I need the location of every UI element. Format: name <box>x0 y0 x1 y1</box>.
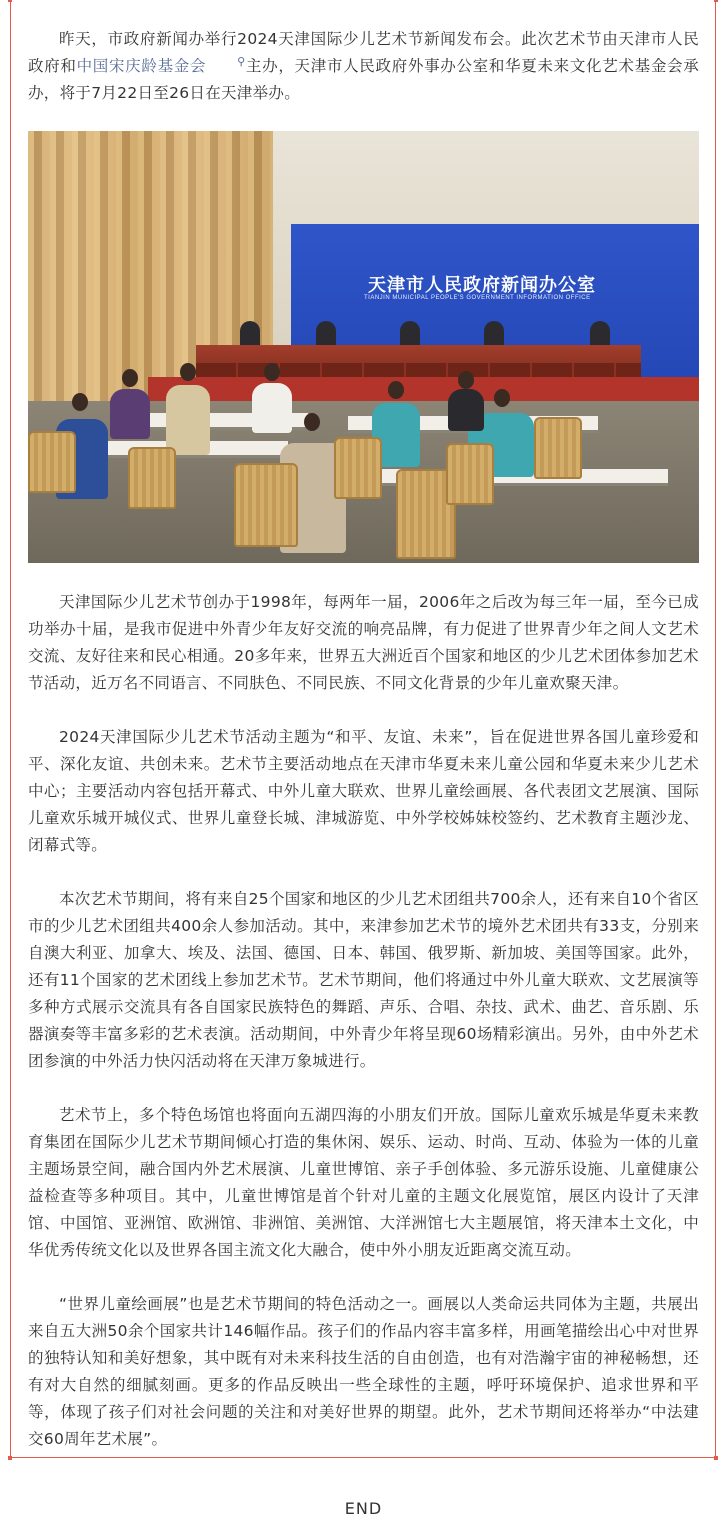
photo-screen-subtitle: TIANJIN MUNICIPAL PEOPLE'S GOVERNMENT INFORMATION OFFICE <box>364 295 591 301</box>
paragraph-history: 天津国际少儿艺术节创办于1998年，每两年一届，2006年之后改为每三年一届，至今已成功举办十届，是我市促进中外青少年友好交流的响亮品牌，有力促进了世界青少年之间人文艺术交流、友好往来和民心相通。20多年来，世界五大洲近百个国家和地区的少儿艺术团体参加艺术节活动，近万名不同语言、不同肤色、不同民族、不同文化背景的少年儿童欢聚天津。 <box>28 593 699 692</box>
press-conference-photo <box>28 131 699 563</box>
photo-audience <box>166 385 210 455</box>
photo-speaker <box>590 321 610 347</box>
paragraph-participants: 本次艺术节期间，将有来自25个国家和地区的少儿艺术团组共700余人，还有来自10个省区市的少儿艺术团组共400余人参加活动。其中，来津参加艺术节的境外艺术团共有33支，分别来自澳大利亚、加拿大、埃及、法国、德国、日本、韩国、俄罗斯、新加坡、美国等国家。此外，还有11个国家的艺术团线上参加艺术节。艺术节期间，他们将通过中外儿童大联欢、文艺展演等多种方式展示交流具有各自国家民族特色的舞蹈、声乐、合唱、杂技、武术、曲艺、音乐剧、乐器演奏等丰富多彩的艺术表演。活动期间，中外青少年将呈现60场精彩演出。另外，由中外艺术团参演的中外活力快闪活动将在天津万象城进行。 <box>28 890 699 1070</box>
frame-corner <box>714 1456 718 1460</box>
photo-speaker <box>240 321 260 347</box>
paragraph-painting-exhibition: “世界儿童绘画展”也是艺术节期间的特色活动之一。画展以人类命运共同体为主题，共展出来自五大洲50余个国家共计146幅作品。孩子们的作品内容丰富多样，用画笔描绘出心中对世界的独特认知和美好想象，其中既有对未来科技生活的自由创造，也有对浩瀚宇宙的神秘畅想，还有对大自然的细腻刻画。更多的作品反映出一些全球性的主题，呼吁环境保护、追求世界和平等，体现了孩子们对社会问题的关注和对美好世界的期望。此外，艺术节期间还将举办“中法建交60周年艺术展”。 <box>28 1295 699 1448</box>
photo-audience <box>448 389 484 431</box>
intro-text-1: 昨天，市政府新闻办举行2024天津国际少儿艺术节新闻发布会。此次艺术节由天津市人民政府和 <box>28 30 699 75</box>
intro-text-2: 主办，天津市人民政府外事办公室和华夏未来文化艺术基金会承办，将于7月22日至26日在天津举办。 <box>28 57 700 102</box>
photo-chair <box>234 463 298 547</box>
photo-chair <box>446 443 494 505</box>
frame-corner <box>714 0 718 2</box>
photo-speaker <box>316 321 336 347</box>
photo-audience <box>252 383 292 433</box>
photo-chair <box>334 437 382 499</box>
photo-audience-head <box>494 389 510 407</box>
paragraph-venues: 艺术节上，多个特色场馆也将面向五湖四海的小朋友们开放。国际儿童欢乐城是华夏未来教育集团在国际少儿艺术节期间倾心打造的集休闲、娱乐、运动、时尚、互动、体验为一体的儿童主题场景空间，融合国内外艺术展演、儿童世博馆、亲子手创体验、多元游乐设施、儿童健康公益检查等多种项目。其中，儿童世博馆是首个针对儿童的主题文化展览馆，展区内设计了天津馆、中国馆、亚洲馆、欧洲馆、非洲馆、美洲馆、大洋洲馆七大主题展馆，将天津本土文化，中华优秀传统文化以及世界各国主流文化大融合，使中外小朋友近距离交流互动。 <box>28 1106 699 1259</box>
photo-audience-head <box>458 371 474 389</box>
photo-audience-head <box>122 369 138 387</box>
photo-chair <box>534 417 582 479</box>
intro-paragraph <box>28 26 699 107</box>
foundation-link[interactable]: 中国宋庆龄基金会 <box>76 57 207 75</box>
photo-speaker <box>400 321 420 347</box>
search-icon[interactable]: ⚲ <box>237 54 246 68</box>
photo-screen-title: 天津市人民政府新闻办公室 <box>368 275 596 296</box>
photo-audience-head <box>180 363 196 381</box>
photo-speaker <box>484 321 504 347</box>
photo-audience <box>110 389 150 439</box>
photo-chair <box>128 447 176 509</box>
photo-audience-head <box>72 393 88 411</box>
photo-audience-head <box>264 363 280 381</box>
article-body <box>28 26 699 1453</box>
end-label: END <box>344 1499 383 1518</box>
paragraph-theme: 2024天津国际少儿艺术节活动主题为“和平、友谊、未来”，旨在促进世界各国儿童珍爱和平、深化友谊、共创未来。艺术节主要活动地点在天津市华夏未来儿童公园和华夏未来少儿艺术中心；主要活动内容包括开幕式、中外儿童大联欢、世界儿童绘画展、各代表团文艺展演、国际儿童欢乐城开城仪式、世界儿童登长城、津城游览、中外学校姊妹校签约、艺术教育主题沙龙、闭幕式等。 <box>28 728 699 854</box>
photo-audience-head <box>388 381 404 399</box>
frame-corner <box>8 0 12 2</box>
photo-audience-head <box>304 413 320 431</box>
frame-corner <box>8 1456 12 1460</box>
photo-chair <box>28 431 76 493</box>
